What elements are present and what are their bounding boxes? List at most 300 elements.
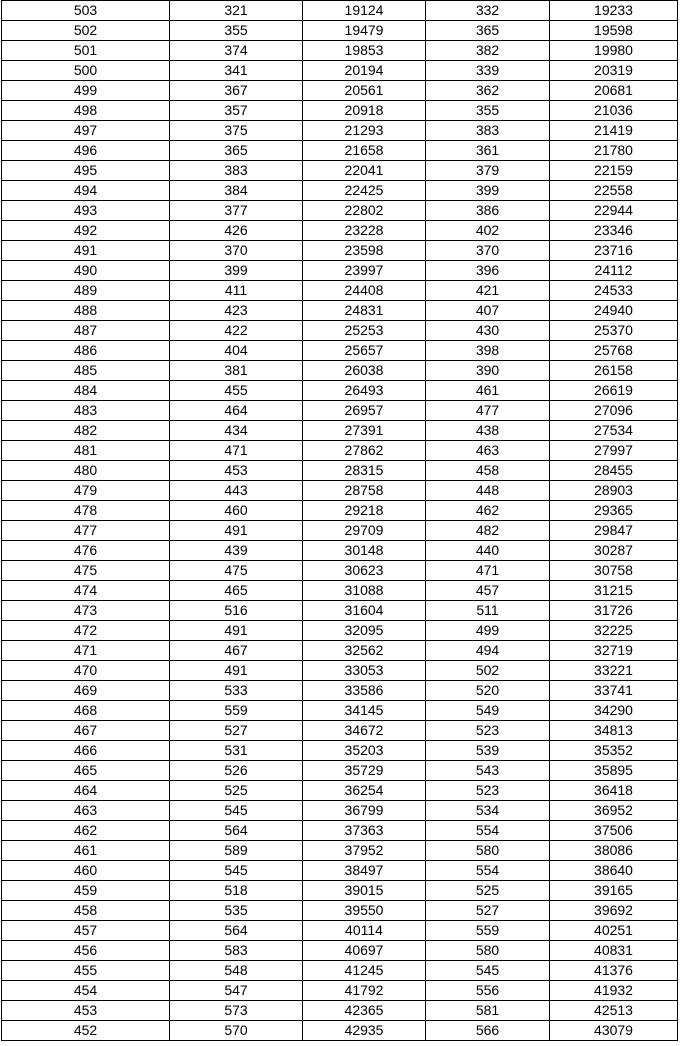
count-a-cell: 321 — [170, 1, 303, 21]
count-a-cell: 370 — [170, 241, 303, 261]
score-cell: 452 — [2, 1021, 170, 1041]
count-b-cell: 457 — [426, 581, 550, 601]
count-a-cell: 426 — [170, 221, 303, 241]
cumulative-a-cell: 28758 — [303, 481, 426, 501]
cumulative-a-cell: 33053 — [303, 661, 426, 681]
cumulative-a-cell: 21293 — [303, 121, 426, 141]
count-a-cell: 383 — [170, 161, 303, 181]
table-row — [2, 101, 678, 121]
count-a-cell: 434 — [170, 421, 303, 441]
count-a-cell: 443 — [170, 481, 303, 501]
score-cell: 482 — [2, 421, 170, 441]
cumulative-b-cell: 20681 — [550, 81, 678, 101]
cumulative-a-cell: 25253 — [303, 321, 426, 341]
cumulative-a-cell: 34672 — [303, 721, 426, 741]
table-row — [2, 161, 678, 181]
table-row — [2, 41, 678, 61]
score-cell: 462 — [2, 821, 170, 841]
count-b-cell: 520 — [426, 681, 550, 701]
cumulative-b-cell: 34813 — [550, 721, 678, 741]
cumulative-a-cell: 29218 — [303, 501, 426, 521]
cumulative-a-cell: 34145 — [303, 701, 426, 721]
count-b-cell: 482 — [426, 521, 550, 541]
cumulative-b-cell: 26619 — [550, 381, 678, 401]
cumulative-a-cell: 28315 — [303, 461, 426, 481]
cumulative-a-cell: 20561 — [303, 81, 426, 101]
cumulative-a-cell: 19124 — [303, 1, 426, 21]
cumulative-a-cell: 27862 — [303, 441, 426, 461]
count-a-cell: 381 — [170, 361, 303, 381]
count-b-cell: 554 — [426, 821, 550, 841]
cumulative-a-cell: 26957 — [303, 401, 426, 421]
count-b-cell: 396 — [426, 261, 550, 281]
table-row — [2, 821, 678, 841]
count-b-cell: 527 — [426, 901, 550, 921]
count-a-cell: 518 — [170, 881, 303, 901]
table-row — [2, 561, 678, 581]
cumulative-b-cell: 19233 — [550, 1, 678, 21]
cumulative-a-cell: 20918 — [303, 101, 426, 121]
count-b-cell: 398 — [426, 341, 550, 361]
cumulative-a-cell: 41245 — [303, 961, 426, 981]
table-row — [2, 241, 678, 261]
cumulative-b-cell: 33221 — [550, 661, 678, 681]
cumulative-b-cell: 25370 — [550, 321, 678, 341]
cumulative-a-cell: 29709 — [303, 521, 426, 541]
cumulative-b-cell: 36952 — [550, 801, 678, 821]
count-b-cell: 545 — [426, 961, 550, 981]
count-a-cell: 377 — [170, 201, 303, 221]
count-a-cell: 531 — [170, 741, 303, 761]
score-cell: 476 — [2, 541, 170, 561]
table-row — [2, 881, 678, 901]
score-cell: 487 — [2, 321, 170, 341]
cumulative-a-cell: 27391 — [303, 421, 426, 441]
count-b-cell: 580 — [426, 941, 550, 961]
cumulative-a-cell: 31088 — [303, 581, 426, 601]
count-a-cell: 491 — [170, 661, 303, 681]
score-cell: 490 — [2, 261, 170, 281]
cumulative-b-cell: 28903 — [550, 481, 678, 501]
cumulative-a-cell: 26493 — [303, 381, 426, 401]
cumulative-b-cell: 32719 — [550, 641, 678, 661]
count-b-cell: 448 — [426, 481, 550, 501]
score-cell: 454 — [2, 981, 170, 1001]
cumulative-b-cell: 35895 — [550, 761, 678, 781]
score-cell: 481 — [2, 441, 170, 461]
cumulative-b-cell: 33741 — [550, 681, 678, 701]
score-cell: 501 — [2, 41, 170, 61]
table-row — [2, 641, 678, 661]
table-row — [2, 621, 678, 641]
count-b-cell: 402 — [426, 221, 550, 241]
cumulative-b-cell: 32225 — [550, 621, 678, 641]
cumulative-b-cell: 21780 — [550, 141, 678, 161]
count-a-cell: 583 — [170, 941, 303, 961]
cumulative-a-cell: 23228 — [303, 221, 426, 241]
cumulative-b-cell: 22944 — [550, 201, 678, 221]
cumulative-b-cell: 39165 — [550, 881, 678, 901]
cumulative-a-cell: 22425 — [303, 181, 426, 201]
count-b-cell: 525 — [426, 881, 550, 901]
table-row — [2, 401, 678, 421]
count-a-cell: 564 — [170, 821, 303, 841]
score-cell: 500 — [2, 61, 170, 81]
table-row — [2, 1, 678, 21]
score-cell: 479 — [2, 481, 170, 501]
count-b-cell: 339 — [426, 61, 550, 81]
score-cell: 470 — [2, 661, 170, 681]
table-row — [2, 721, 678, 741]
count-b-cell: 332 — [426, 1, 550, 21]
cumulative-a-cell: 24831 — [303, 301, 426, 321]
score-cell: 457 — [2, 921, 170, 941]
score-cell: 492 — [2, 221, 170, 241]
count-b-cell: 499 — [426, 621, 550, 641]
count-a-cell: 455 — [170, 381, 303, 401]
cumulative-a-cell: 40697 — [303, 941, 426, 961]
table-row — [2, 781, 678, 801]
count-b-cell: 556 — [426, 981, 550, 1001]
count-a-cell: 527 — [170, 721, 303, 741]
cumulative-b-cell: 23346 — [550, 221, 678, 241]
count-a-cell: 355 — [170, 21, 303, 41]
count-a-cell: 439 — [170, 541, 303, 561]
cumulative-a-cell: 19479 — [303, 21, 426, 41]
score-cell: 463 — [2, 801, 170, 821]
cumulative-b-cell: 41376 — [550, 961, 678, 981]
table-row — [2, 701, 678, 721]
cumulative-b-cell: 27534 — [550, 421, 678, 441]
table-row — [2, 201, 678, 221]
cumulative-b-cell: 22558 — [550, 181, 678, 201]
score-cell: 455 — [2, 961, 170, 981]
cumulative-b-cell: 40251 — [550, 921, 678, 941]
cumulative-b-cell: 21036 — [550, 101, 678, 121]
count-b-cell: 543 — [426, 761, 550, 781]
cumulative-a-cell: 36799 — [303, 801, 426, 821]
cumulative-a-cell: 39550 — [303, 901, 426, 921]
cumulative-a-cell: 35729 — [303, 761, 426, 781]
cumulative-a-cell: 19853 — [303, 41, 426, 61]
count-a-cell: 535 — [170, 901, 303, 921]
count-b-cell: 554 — [426, 861, 550, 881]
score-cell: 464 — [2, 781, 170, 801]
table-row — [2, 801, 678, 821]
count-b-cell: 399 — [426, 181, 550, 201]
count-b-cell: 534 — [426, 801, 550, 821]
table-row — [2, 121, 678, 141]
count-b-cell: 549 — [426, 701, 550, 721]
score-cell: 466 — [2, 741, 170, 761]
count-a-cell: 467 — [170, 641, 303, 661]
count-a-cell: 365 — [170, 141, 303, 161]
count-a-cell: 399 — [170, 261, 303, 281]
count-a-cell: 404 — [170, 341, 303, 361]
count-a-cell: 526 — [170, 761, 303, 781]
cumulative-a-cell: 33586 — [303, 681, 426, 701]
count-a-cell: 533 — [170, 681, 303, 701]
cumulative-a-cell: 41792 — [303, 981, 426, 1001]
cumulative-a-cell: 35203 — [303, 741, 426, 761]
score-cell: 484 — [2, 381, 170, 401]
count-b-cell: 471 — [426, 561, 550, 581]
cumulative-b-cell: 36418 — [550, 781, 678, 801]
cumulative-a-cell: 23997 — [303, 261, 426, 281]
score-cell: 480 — [2, 461, 170, 481]
count-a-cell: 491 — [170, 621, 303, 641]
count-b-cell: 386 — [426, 201, 550, 221]
table-row — [2, 21, 678, 41]
count-b-cell: 430 — [426, 321, 550, 341]
table-row — [2, 61, 678, 81]
cumulative-b-cell: 31215 — [550, 581, 678, 601]
table-row — [2, 421, 678, 441]
cumulative-a-cell: 31604 — [303, 601, 426, 621]
count-b-cell: 383 — [426, 121, 550, 141]
cumulative-b-cell: 30758 — [550, 561, 678, 581]
score-cell: 491 — [2, 241, 170, 261]
score-cell: 489 — [2, 281, 170, 301]
count-b-cell: 390 — [426, 361, 550, 381]
count-b-cell: 566 — [426, 1021, 550, 1041]
score-cell: 496 — [2, 141, 170, 161]
cumulative-a-cell: 22041 — [303, 161, 426, 181]
count-b-cell: 362 — [426, 81, 550, 101]
cumulative-b-cell: 24112 — [550, 261, 678, 281]
score-cell: 461 — [2, 841, 170, 861]
score-cell: 471 — [2, 641, 170, 661]
table-row — [2, 941, 678, 961]
cumulative-b-cell: 40831 — [550, 941, 678, 961]
cumulative-a-cell: 40114 — [303, 921, 426, 941]
score-cell: 473 — [2, 601, 170, 621]
cumulative-b-cell: 27096 — [550, 401, 678, 421]
count-a-cell: 525 — [170, 781, 303, 801]
count-b-cell: 462 — [426, 501, 550, 521]
cumulative-a-cell: 32562 — [303, 641, 426, 661]
count-a-cell: 422 — [170, 321, 303, 341]
table-row — [2, 221, 678, 241]
cumulative-b-cell: 29365 — [550, 501, 678, 521]
table-row — [2, 841, 678, 861]
cumulative-b-cell: 23716 — [550, 241, 678, 261]
count-b-cell: 379 — [426, 161, 550, 181]
score-cell: 485 — [2, 361, 170, 381]
cumulative-b-cell: 25768 — [550, 341, 678, 361]
count-b-cell: 523 — [426, 721, 550, 741]
score-cell: 469 — [2, 681, 170, 701]
count-a-cell: 548 — [170, 961, 303, 981]
table-row — [2, 521, 678, 541]
score-cell: 483 — [2, 401, 170, 421]
score-cell: 456 — [2, 941, 170, 961]
table-row — [2, 361, 678, 381]
score-table-body — [2, 1, 678, 1041]
count-a-cell: 375 — [170, 121, 303, 141]
cumulative-b-cell: 31726 — [550, 601, 678, 621]
cumulative-b-cell: 38086 — [550, 841, 678, 861]
cumulative-b-cell: 26158 — [550, 361, 678, 381]
count-b-cell: 421 — [426, 281, 550, 301]
count-b-cell: 511 — [426, 601, 550, 621]
cumulative-a-cell: 24408 — [303, 281, 426, 301]
count-b-cell: 461 — [426, 381, 550, 401]
score-cell: 477 — [2, 521, 170, 541]
count-a-cell: 423 — [170, 301, 303, 321]
cumulative-b-cell: 42513 — [550, 1001, 678, 1021]
count-b-cell: 370 — [426, 241, 550, 261]
count-b-cell: 458 — [426, 461, 550, 481]
count-a-cell: 589 — [170, 841, 303, 861]
cumulative-b-cell: 24940 — [550, 301, 678, 321]
cumulative-a-cell: 37952 — [303, 841, 426, 861]
count-a-cell: 411 — [170, 281, 303, 301]
table-row — [2, 461, 678, 481]
score-cell: 486 — [2, 341, 170, 361]
count-b-cell: 361 — [426, 141, 550, 161]
table-row — [2, 761, 678, 781]
cumulative-b-cell: 38640 — [550, 861, 678, 881]
table-row — [2, 581, 678, 601]
cumulative-a-cell: 32095 — [303, 621, 426, 641]
table-row — [2, 301, 678, 321]
count-b-cell: 407 — [426, 301, 550, 321]
table-row — [2, 921, 678, 941]
cumulative-a-cell: 42935 — [303, 1021, 426, 1041]
cumulative-b-cell: 24533 — [550, 281, 678, 301]
cumulative-a-cell: 37363 — [303, 821, 426, 841]
cumulative-a-cell: 23598 — [303, 241, 426, 261]
cumulative-b-cell: 39692 — [550, 901, 678, 921]
count-a-cell: 357 — [170, 101, 303, 121]
count-a-cell: 570 — [170, 1021, 303, 1041]
table-row — [2, 501, 678, 521]
cumulative-b-cell: 34290 — [550, 701, 678, 721]
table-row — [2, 601, 678, 621]
cumulative-a-cell: 21658 — [303, 141, 426, 161]
cumulative-b-cell: 35352 — [550, 741, 678, 761]
cumulative-a-cell: 22802 — [303, 201, 426, 221]
cumulative-b-cell: 28455 — [550, 461, 678, 481]
score-cell: 472 — [2, 621, 170, 641]
table-row — [2, 1021, 678, 1041]
count-a-cell: 465 — [170, 581, 303, 601]
count-b-cell: 440 — [426, 541, 550, 561]
table-row — [2, 661, 678, 681]
table-row — [2, 481, 678, 501]
table-row — [2, 901, 678, 921]
count-b-cell: 463 — [426, 441, 550, 461]
count-a-cell: 471 — [170, 441, 303, 461]
table-row — [2, 541, 678, 561]
score-cell: 458 — [2, 901, 170, 921]
cumulative-b-cell: 27997 — [550, 441, 678, 461]
count-b-cell: 477 — [426, 401, 550, 421]
score-cell: 494 — [2, 181, 170, 201]
score-cell: 475 — [2, 561, 170, 581]
count-a-cell: 559 — [170, 701, 303, 721]
score-cell: 465 — [2, 761, 170, 781]
score-cell: 460 — [2, 861, 170, 881]
cumulative-a-cell: 42365 — [303, 1001, 426, 1021]
cumulative-b-cell: 41932 — [550, 981, 678, 1001]
table-row — [2, 961, 678, 981]
count-a-cell: 374 — [170, 41, 303, 61]
table-row — [2, 381, 678, 401]
score-cell: 499 — [2, 81, 170, 101]
count-a-cell: 453 — [170, 461, 303, 481]
cumulative-b-cell: 30287 — [550, 541, 678, 561]
cumulative-b-cell: 29847 — [550, 521, 678, 541]
count-b-cell: 355 — [426, 101, 550, 121]
cumulative-b-cell: 20319 — [550, 61, 678, 81]
table-row — [2, 441, 678, 461]
count-b-cell: 365 — [426, 21, 550, 41]
table-row — [2, 681, 678, 701]
cumulative-a-cell: 20194 — [303, 61, 426, 81]
count-b-cell: 581 — [426, 1001, 550, 1021]
count-a-cell: 516 — [170, 601, 303, 621]
count-a-cell: 491 — [170, 521, 303, 541]
count-a-cell: 573 — [170, 1001, 303, 1021]
cumulative-a-cell: 38497 — [303, 861, 426, 881]
score-distribution-table — [1, 0, 678, 1041]
count-b-cell: 438 — [426, 421, 550, 441]
count-a-cell: 547 — [170, 981, 303, 1001]
count-b-cell: 382 — [426, 41, 550, 61]
count-b-cell: 502 — [426, 661, 550, 681]
count-b-cell: 559 — [426, 921, 550, 941]
cumulative-a-cell: 30148 — [303, 541, 426, 561]
score-cell: 467 — [2, 721, 170, 741]
cumulative-a-cell: 36254 — [303, 781, 426, 801]
count-a-cell: 545 — [170, 861, 303, 881]
cumulative-b-cell: 22159 — [550, 161, 678, 181]
score-cell: 502 — [2, 21, 170, 41]
score-cell: 474 — [2, 581, 170, 601]
count-a-cell: 475 — [170, 561, 303, 581]
count-b-cell: 523 — [426, 781, 550, 801]
cumulative-a-cell: 26038 — [303, 361, 426, 381]
cumulative-b-cell: 21419 — [550, 121, 678, 141]
cumulative-b-cell: 19980 — [550, 41, 678, 61]
count-a-cell: 367 — [170, 81, 303, 101]
cumulative-a-cell: 25657 — [303, 341, 426, 361]
score-cell: 495 — [2, 161, 170, 181]
cumulative-b-cell: 37506 — [550, 821, 678, 841]
score-cell: 503 — [2, 1, 170, 21]
score-cell: 478 — [2, 501, 170, 521]
cumulative-b-cell: 19598 — [550, 21, 678, 41]
count-a-cell: 545 — [170, 801, 303, 821]
table-row — [2, 81, 678, 101]
count-a-cell: 564 — [170, 921, 303, 941]
table-row — [2, 181, 678, 201]
count-a-cell: 460 — [170, 501, 303, 521]
count-a-cell: 341 — [170, 61, 303, 81]
table-row — [2, 141, 678, 161]
count-b-cell: 580 — [426, 841, 550, 861]
table-row — [2, 981, 678, 1001]
score-cell: 488 — [2, 301, 170, 321]
cumulative-a-cell: 39015 — [303, 881, 426, 901]
score-cell: 453 — [2, 1001, 170, 1021]
count-a-cell: 464 — [170, 401, 303, 421]
count-a-cell: 384 — [170, 181, 303, 201]
table-row — [2, 281, 678, 301]
cumulative-b-cell: 43079 — [550, 1021, 678, 1041]
